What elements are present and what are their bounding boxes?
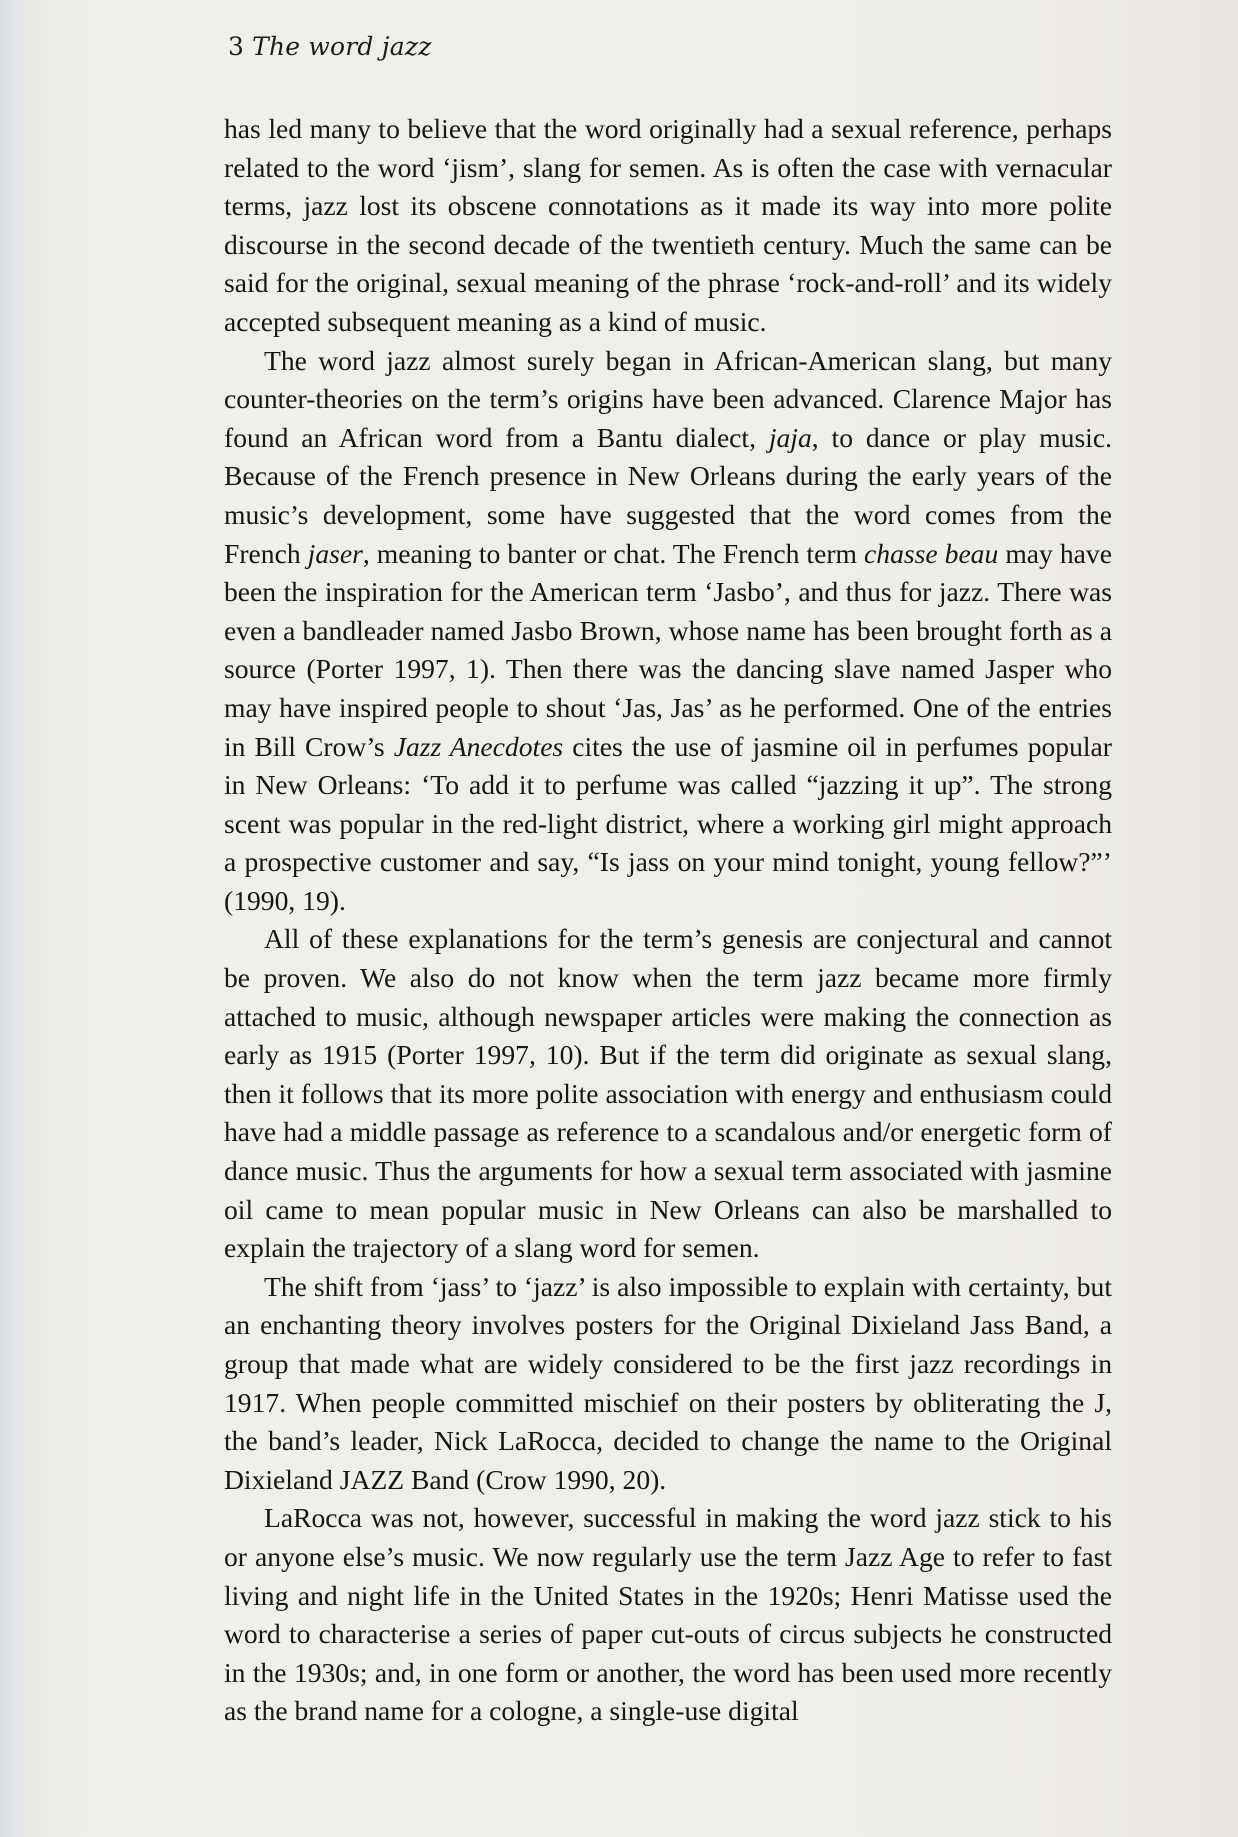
paragraph: has led many to believe that the word originally had a sexual reference, perhaps related to the word ‘jism’, slang for semen. As is often the case with vernacular terms, jazz lost its obscene connotations as it made its way into more polite discourse in the second decade of the twentieth century. Much the same can be said for the original, sexual meaning of the phrase ‘rock-and-roll’ and its widely accepted subsequent meaning as a kind of music.: [224, 113, 1112, 337]
page-number: 3: [228, 32, 245, 61]
paragraph: LaRocca was not, however, successful in making the word jazz stick to his or anyone else’s music. We now regularly use the term Jazz Age to refer to fast living and night life in the United States in the 1920s; Henri Matisse used the word to characterise a series of paper cut-outs of circus subjects he constructed in the 1930s; and, in one form or another, the word has been used more recently as the brand name for a cologne, a single-use digital: [224, 1502, 1112, 1727]
paragraph: The word jazz almost surely began in African-American slang, but many counter-theories on the term’s origins have been advanced. Clarence Major has found an African word from a Bantu dialect, jaja, to dance or play music. Because of the French presence in New Orleans during the early years of the music’s development, some have suggested that the word comes from the French jaser, meaning to banter or chat. The French term chasse beau may have been the inspiration for the American term ‘Jasbo’, and thus for jazz. There was even a bandleader named Jasbo Brown, whose name has been brought forth as a source (Porter 1997, 1). Then there was the dancing slave named Jasper who may have inspired people to shout ‘Jas, Jas’ as he performed. One of the entries in Bill Crow’s Jazz Anecdotes cites the use of jasmine oil in perfumes popular in New Orleans: ‘To add it to perfume was called “jazzing it up”. The strong scent was popular in the red-light district, where a working girl might approach a prospective customer and say, “Is jass on your mind tonight, young fellow?”’ (1990, 19).: [224, 344, 1112, 916]
running-head: [228, 32, 432, 61]
body-text: [224, 110, 1112, 1731]
page-edge-shadow: [0, 0, 22, 1837]
chapter-title: The word jazz: [252, 32, 432, 61]
paragraph: The shift from ‘jass’ to ‘jazz’ is also impossible to explain with certainty, but an enchanting theory involves posters for the Original Dixieland Jass Band, a group that made what are widely considered to be the first jazz recordings in 1917. When people committed mischief on their posters by obliterating the J, the band’s leader, Nick LaRocca, decided to change the name to the Original Dixieland JAZZ Band (Crow 1990, 20).: [224, 1270, 1112, 1495]
paragraph: All of these explanations for the term’s genesis are conjectural and cannot be proven. We also do not know when the term jazz became more firmly attached to music, although newspaper articles were making the connection as early as 1915 (Porter 1997, 10). But if the term did originate as sexual slang, then it follows that its more polite association with energy and enthusiasm could have had a middle passage as reference to a scandalous and/or energetic form of dance music. Thus the arguments for how a sexual term associated with jasmine oil came to mean popular music in New Orleans can also be marshalled to explain the trajectory of a slang word for semen.: [224, 923, 1112, 1264]
